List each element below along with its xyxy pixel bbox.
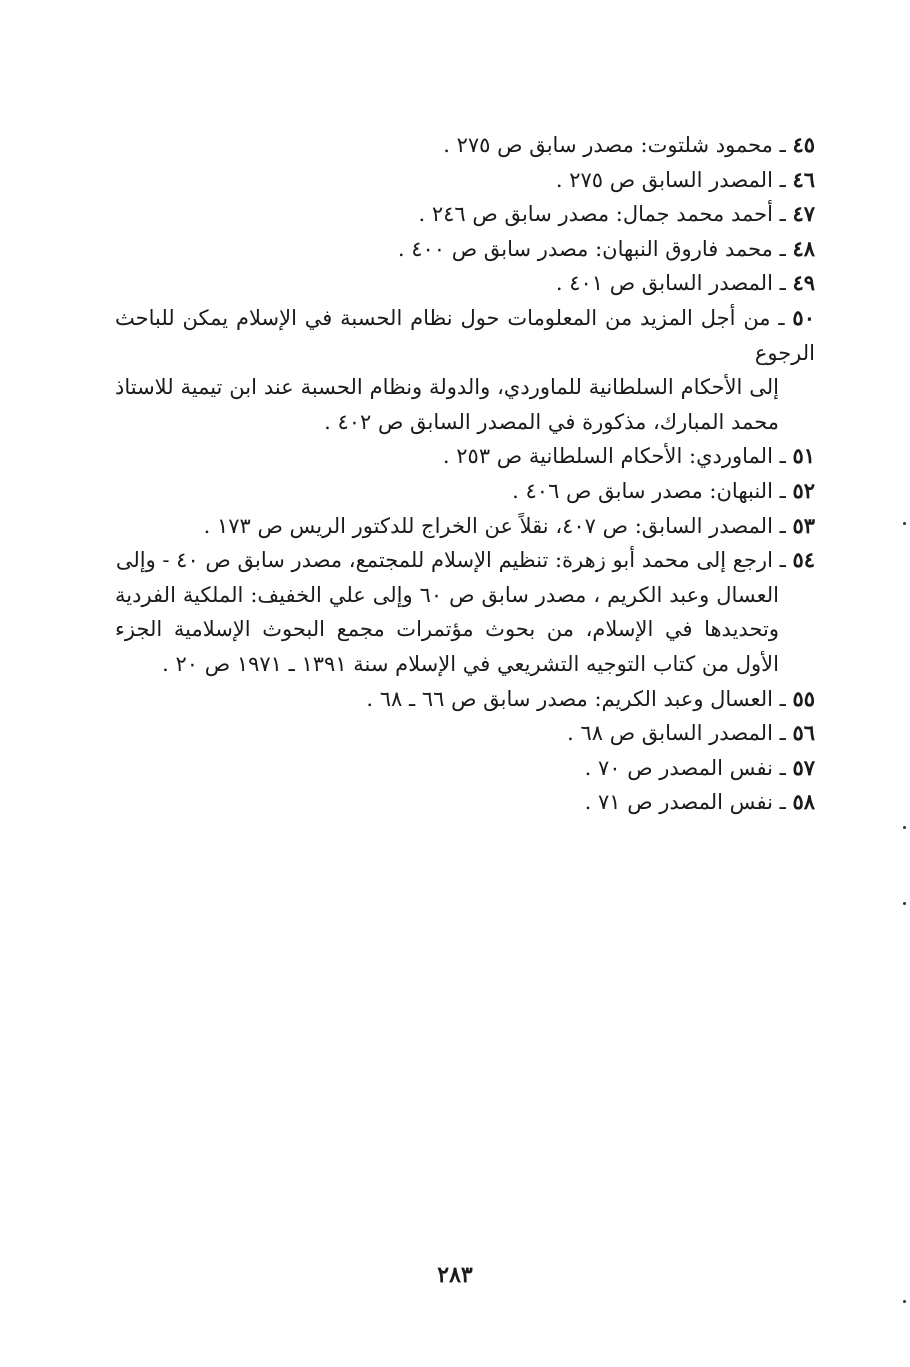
footnote-text: ـ محمد فاروق النبهان: مصدر سابق ص ٤٠٠ .: [397, 236, 786, 261]
footnotes-list: [115, 128, 815, 820]
footnote-text: ـ نفس المصدر ص ٧١ .: [584, 790, 786, 815]
footnote-55: [115, 682, 815, 717]
footnote-46: [115, 163, 815, 198]
footnote-number: ٥٥: [792, 685, 815, 711]
scan-speck: [903, 826, 906, 829]
footnote-54: [115, 543, 815, 681]
scan-speck: [903, 522, 906, 525]
footnote-text: ـ محمود شلتوت: مصدر سابق ص ٢٧٥ .: [443, 133, 786, 157]
footnote-number: ٥٦: [792, 720, 815, 746]
footnote-51: [115, 439, 815, 474]
footnote-number: ٥١: [792, 443, 815, 469]
footnote-number: ٤٩: [792, 270, 815, 296]
footnote-49: [115, 266, 815, 301]
footnote-continuation: العسال وعبد الكريم ، مصدر سابق ص ٦٠ وإلى علي الخفيف: الملكية الفردية وتحديدها في الإسلام، من بحوث مؤتمرات مجمع البحوث الإسلامية الجزء الأول من كتاب التوجيه التشريعي في الإسلام سنة ١٣٩١ ـ ١٩٧١ ص ٢٠ .: [115, 582, 779, 676]
footnote-47: [115, 197, 815, 232]
footnote-continuation: إلى الأحكام السلطانية للماوردي، والدولة ونظام الحسبة عند ابن تيمية للاستاذ محمد المبارك، مذكورة في المصدر السابق ص ٤٠٢ .: [115, 375, 779, 434]
footnote-53: [115, 509, 815, 544]
footnote-number: ٥٣: [792, 512, 815, 538]
footnote-number: ٤٥: [792, 132, 815, 157]
footnote-48: [115, 232, 815, 267]
footnote-50: [115, 301, 815, 439]
footnote-text: ـ المصدر السابق ص ٤٠١ .: [555, 271, 786, 296]
footnote-58: [115, 785, 815, 820]
footnote-number: ٤٨: [792, 235, 815, 261]
footnote-45: [115, 128, 815, 163]
footnote-number: ٤٧: [792, 201, 815, 227]
footnote-text: ـ الماوردي: الأحكام السلطانية ص ٢٥٣ .: [442, 444, 786, 469]
footnote-text: ـ المصدر السابق: ص ٤٠٧، نقلاً عن الخراج للدكتور الريس ص ١٧٣ .: [203, 513, 786, 538]
footnote-number: ٥٤: [792, 547, 815, 573]
footnote-text: ـ العسال وعبد الكريم: مصدر سابق ص ٦٦ ـ ٦٨ .: [366, 686, 786, 711]
footnote-text: ـ من أجل المزيد من المعلومات حول نظام الحسبة في الإسلام يمكن للباحث الرجوع: [115, 305, 815, 365]
footnote-text: ـ أحمد محمد جمال: مصدر سابق ص ٢٤٦ .: [418, 202, 786, 227]
footnote-57: [115, 751, 815, 786]
scan-speck: [903, 902, 906, 905]
footnote-number: ٤٦: [792, 166, 815, 192]
footnote-52: [115, 474, 815, 509]
footnote-number: ٥٢: [792, 477, 815, 503]
footnote-text: ـ النبهان: مصدر سابق ص ٤٠٦ .: [512, 478, 786, 503]
footnote-number: ٥٧: [792, 754, 815, 780]
footnote-text: ـ نفس المصدر ص ٧٠ .: [584, 755, 786, 780]
footnote-56: [115, 716, 815, 751]
page-number: ٢٨٣: [437, 1262, 473, 1288]
footnote-text: ـ المصدر السابق ص ٢٧٥ .: [555, 167, 786, 192]
scan-speck: [903, 1300, 906, 1303]
footnote-number: ٥٨: [792, 789, 815, 815]
footnote-text: ـ ارجع إلى محمد أبو زهرة: تنظيم الإسلام للمجتمع، مصدر سابق ص ٤٠ - وإلى: [115, 548, 786, 573]
footnote-text: ـ المصدر السابق ص ٦٨ .: [567, 721, 786, 746]
footnote-number: ٥٠: [792, 304, 815, 330]
